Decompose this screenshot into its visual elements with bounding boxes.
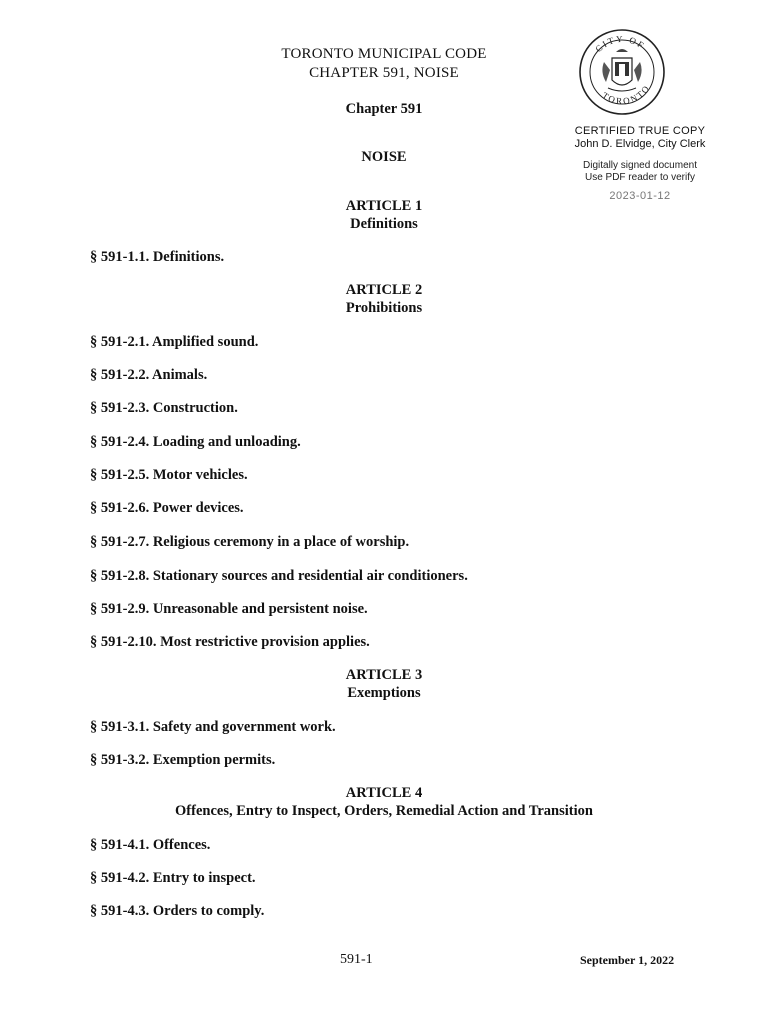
clerk-name: John D. Elvidge, City Clerk	[574, 138, 706, 150]
section-entry: § 591-2.10. Most restrictive provision applies.	[90, 634, 370, 650]
section-entry: § 591-2.4. Loading and unloading.	[90, 434, 301, 450]
section-entry: § 591-4.1. Offences.	[90, 837, 211, 853]
section-entry: § 591-3.2. Exemption permits.	[90, 752, 276, 768]
section-entry: § 591-2.2. Animals.	[90, 367, 208, 383]
code-title: TORONTO MUNICIPAL CODE	[281, 46, 487, 62]
article-heading: ARTICLE 3	[345, 667, 423, 683]
section-entry: § 591-2.8. Stationary sources and residential air conditioners.	[90, 568, 468, 584]
section-entry: § 591-2.5. Motor vehicles.	[90, 467, 248, 483]
article-heading: ARTICLE 2	[345, 282, 423, 298]
article-subheading: Definitions	[350, 216, 418, 232]
article-heading: ARTICLE 1	[345, 198, 423, 214]
section-entry: § 591-2.6. Power devices.	[90, 500, 244, 516]
article-subheading: Exemptions	[347, 685, 421, 701]
section-entry: § 591-1.1. Definitions.	[90, 249, 225, 265]
section-entry: § 591-3.1. Safety and government work.	[90, 719, 336, 735]
certified-label: CERTIFIED TRUE COPY	[574, 125, 706, 137]
chapter-subtitle: CHAPTER 591, NOISE	[309, 65, 459, 81]
svg-text:TORONTO: TORONTO	[600, 82, 653, 107]
section-entry: § 591-2.7. Religious ceremony in a place of worship.	[90, 534, 410, 550]
article-heading: ARTICLE 4	[345, 785, 423, 801]
article-subheading: Offences, Entry to Inspect, Orders, Remedial Action and Transition	[175, 803, 593, 819]
verify-note: Use PDF reader to verify	[584, 172, 696, 183]
signed-note: Digitally signed document	[583, 160, 697, 171]
section-entry: § 591-4.3. Orders to comply.	[90, 903, 265, 919]
svg-text:CITY OF: CITY OF	[593, 33, 647, 55]
certification-date: 2023-01-12	[609, 190, 671, 202]
section-entry: § 591-4.2. Entry to inspect.	[90, 870, 256, 886]
footer-date: September 1, 2022	[580, 953, 675, 967]
section-entry: § 591-2.1. Amplified sound.	[90, 334, 259, 350]
page-number: 591-1	[340, 952, 373, 967]
chapter-title: NOISE	[361, 149, 407, 165]
section-entry: § 591-2.3. Construction.	[90, 400, 238, 416]
city-seal	[578, 28, 666, 116]
article-subheading: Prohibitions	[345, 300, 423, 316]
section-entry: § 591-2.9. Unreasonable and persistent noise.	[90, 601, 368, 617]
chapter-heading: Chapter 591	[345, 101, 423, 117]
